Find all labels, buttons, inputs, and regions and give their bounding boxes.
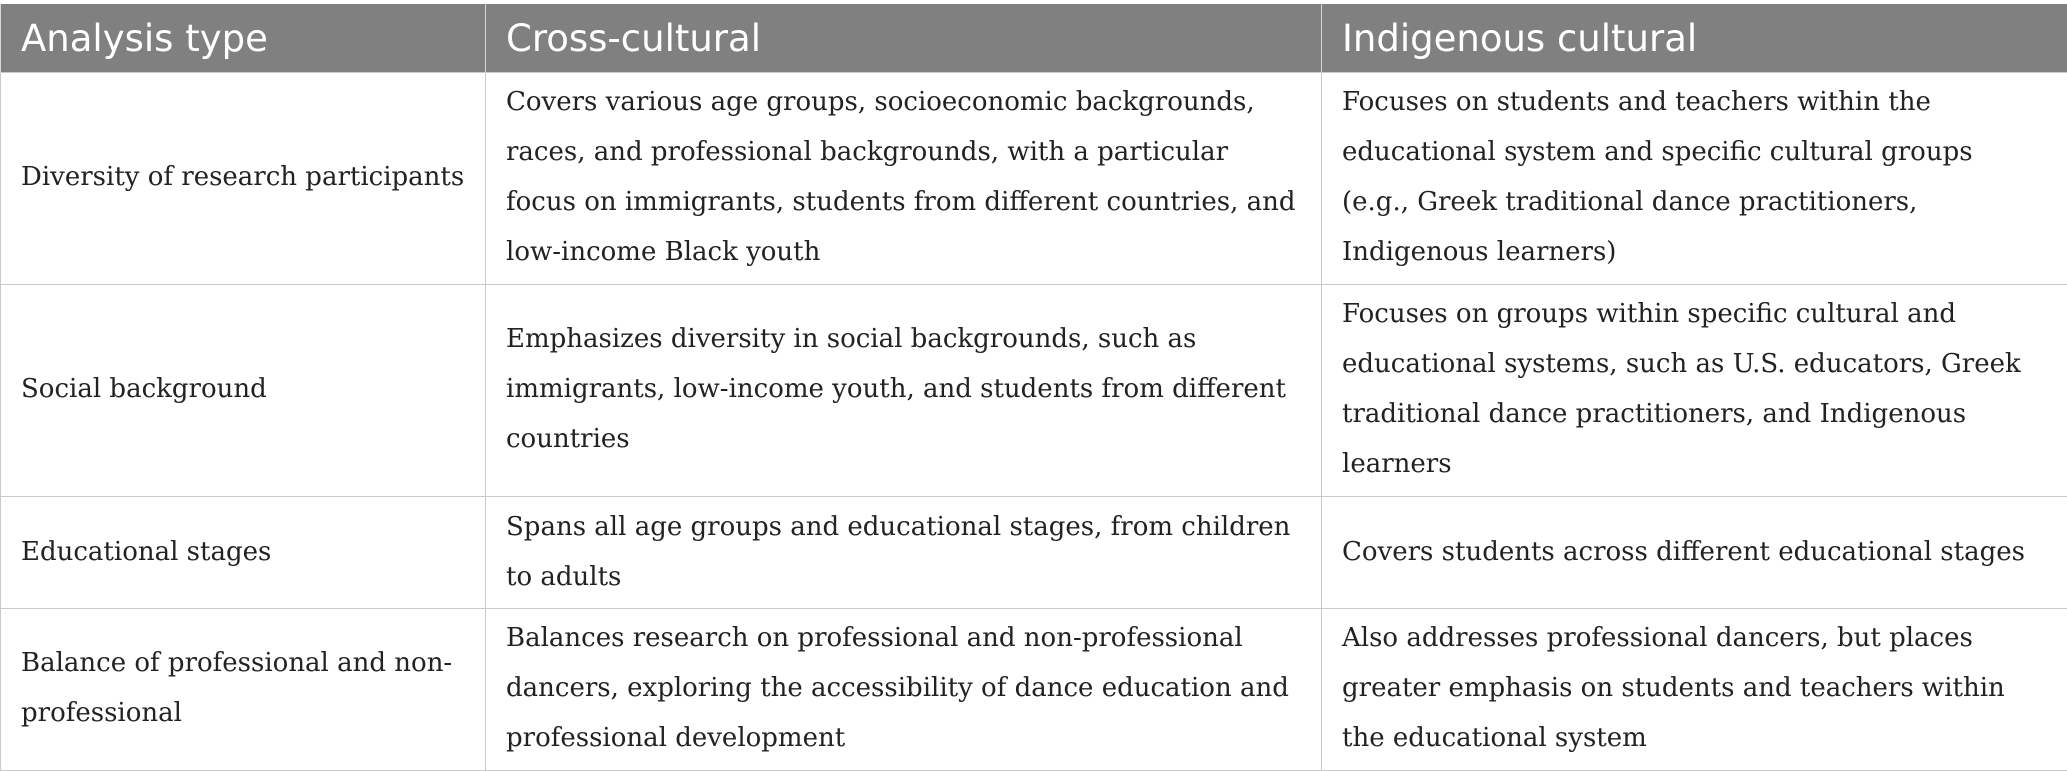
comparison-table-container <box>0 4 2067 771</box>
header-analysis-type: Analysis type <box>1 4 486 73</box>
row-label-cell: Diversity of research participants <box>1 73 486 285</box>
header-indigenous-cultural: Indigenous cultural <box>1322 4 2067 73</box>
table-row <box>1 497 2067 609</box>
header-row <box>1 4 2067 73</box>
indigenous-cultural-cell: Focuses on students and teachers within the educational system and specific cultural groups (e.g., Greek traditional dance practitioners, Indigenous learners) <box>1322 73 2067 285</box>
cross-cultural-cell: Balances research on professional and non-professional dancers, exploring the accessibility of dance education and professional development <box>486 609 1322 771</box>
row-label-cell: Balance of professional and non-professional <box>1 609 486 771</box>
comparison-table <box>0 4 2067 771</box>
table-row <box>1 73 2067 285</box>
header-cross-cultural: Cross-cultural <box>486 4 1322 73</box>
row-label-cell: Educational stages <box>1 497 486 609</box>
table-header <box>1 4 2067 73</box>
cross-cultural-cell: Emphasizes diversity in social backgrounds, such as immigrants, low-income youth, and students from different countries <box>486 285 1322 497</box>
cross-cultural-cell: Covers various age groups, socioeconomic backgrounds, races, and professional backgrounds, with a particular focus on immigrants, students from different countries, and low-income Black youth <box>486 73 1322 285</box>
table-body <box>1 73 2067 771</box>
indigenous-cultural-cell: Also addresses professional dancers, but places greater emphasis on students and teachers within the educational system <box>1322 609 2067 771</box>
table-row <box>1 285 2067 497</box>
row-label-cell: Social background <box>1 285 486 497</box>
table-row <box>1 609 2067 771</box>
cross-cultural-cell: Spans all age groups and educational stages, from children to adults <box>486 497 1322 609</box>
indigenous-cultural-cell: Focuses on groups within specific cultural and educational systems, such as U.S. educators, Greek traditional dance practitioners, and Indigenous learners <box>1322 285 2067 497</box>
indigenous-cultural-cell: Covers students across different educational stages <box>1322 497 2067 609</box>
